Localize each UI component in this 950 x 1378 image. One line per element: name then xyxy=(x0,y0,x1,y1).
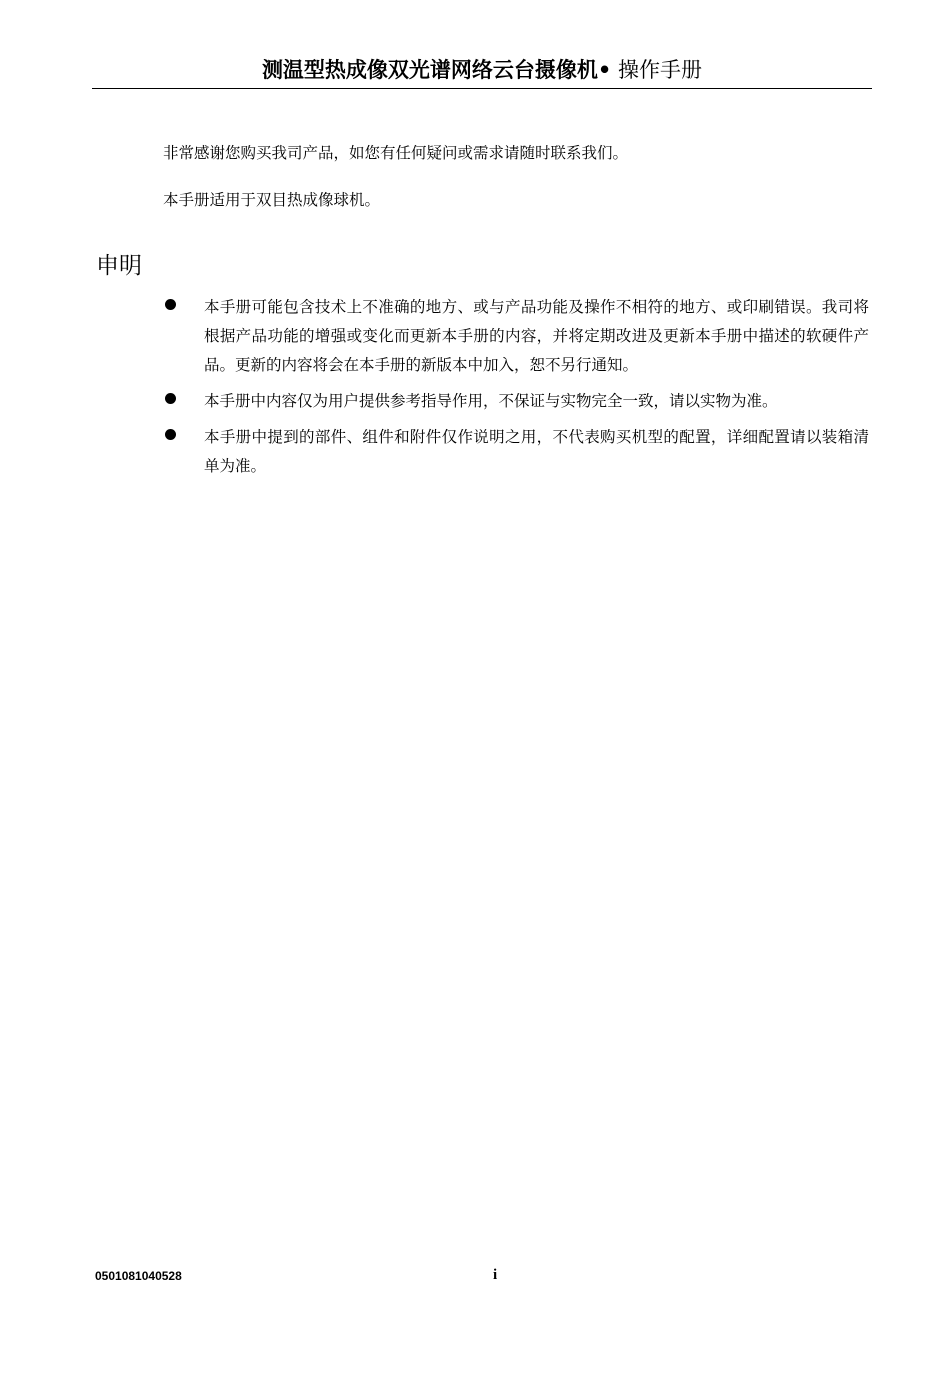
statement-list xyxy=(163,293,869,488)
statement-item-text: 本手册可能包含技术上不准确的地方、或与产品功能及操作不相符的地方、或印刷错误。我司将根据产品功能的增强或变化而更新本手册的内容，并将定期改进及更新本手册中描述的软硬件产品。更新的内容将会在本手册的新版本中加入，恕不另行通知。 xyxy=(204,298,869,374)
product-title: 测温型热成像双光谱网络云台摄像机• xyxy=(261,58,612,82)
statement-item-text: 本手册中内容仅为用户提供参考指导作用，不保证与实物完全一致，请以实物为准。 xyxy=(204,392,778,410)
page-number: i xyxy=(493,1267,498,1283)
bullet-icon xyxy=(165,429,176,440)
statement-heading: 申明 xyxy=(96,253,142,279)
statement-item xyxy=(163,293,869,380)
header-title xyxy=(92,56,872,84)
bullet-icon xyxy=(165,393,176,404)
intro-scope: 本手册适用于双目热成像球机。 xyxy=(163,191,381,209)
page-header xyxy=(92,56,872,89)
statement-item xyxy=(163,423,869,481)
bullet-icon xyxy=(165,299,176,310)
document-code: 0501081040528 xyxy=(95,1269,182,1283)
statement-item-text: 本手册中提到的部件、组件和附件仅作说明之用，不代表购买机型的配置，详细配置请以装箱清单为准。 xyxy=(204,428,869,475)
statement-item xyxy=(163,387,869,416)
manual-type: 操作手册 xyxy=(618,58,703,82)
intro-thanks: 非常感谢您购买我司产品，如您有任何疑问或需求请随时联系我们。 xyxy=(163,144,629,162)
